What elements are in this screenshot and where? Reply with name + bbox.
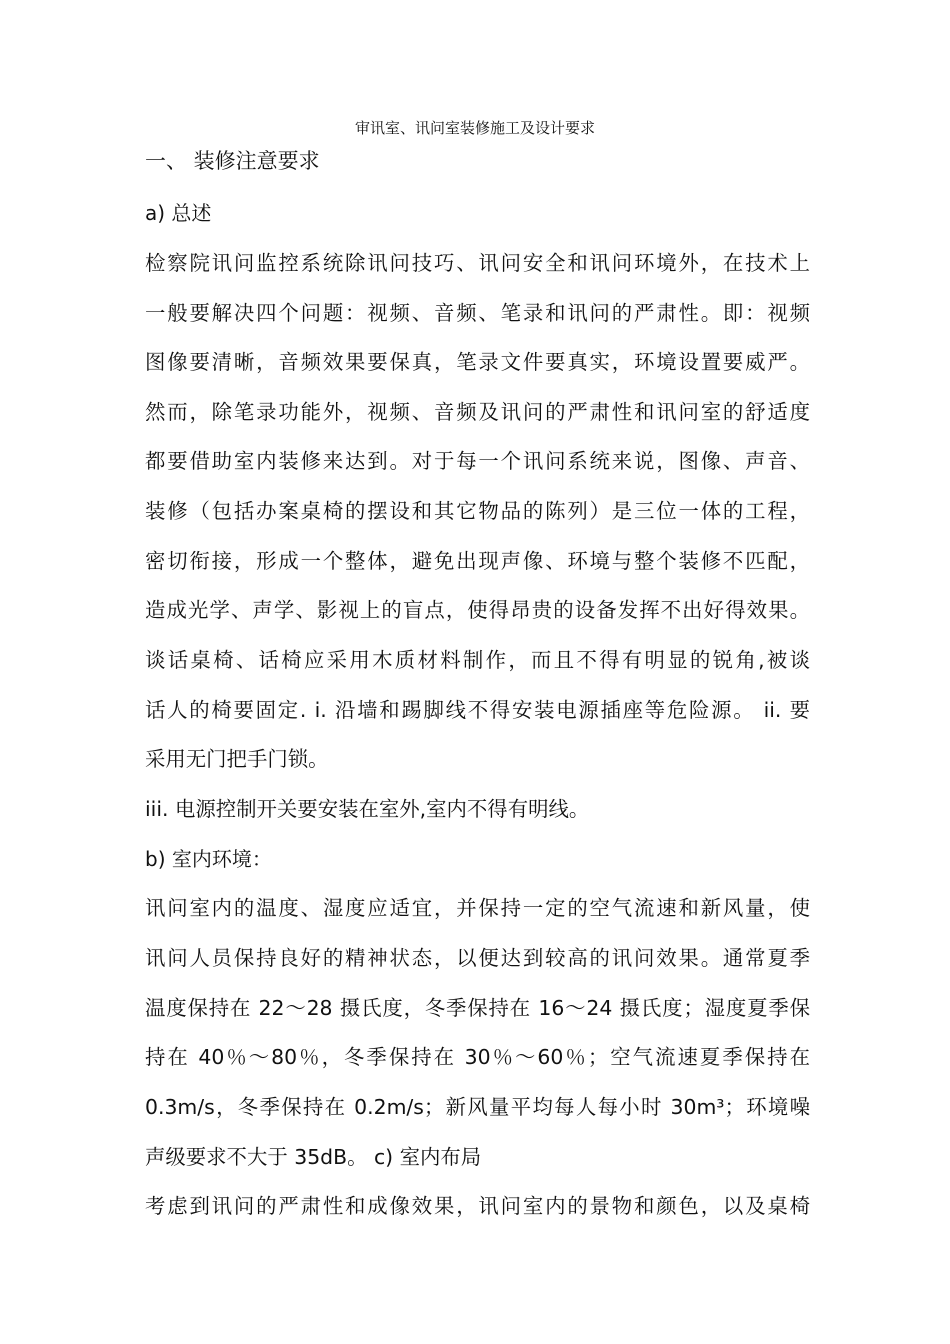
paragraph-line: 考虑到讯问的严肃性和成像效果，讯问室内的景物和颜色，以及桌椅 [145, 1194, 810, 1218]
paragraph-line: 密切衔接，形成一个整体，避免出现声像、环境与整个装修不匹配， [145, 549, 810, 573]
paragraph-line: 都要借助室内装修来达到。对于每一个讯问系统来说，图像、声音、 [145, 449, 810, 473]
paragraph-line: 声级要求不大于 35dB。 c) 室内布局 [145, 1145, 482, 1169]
paragraph-line: 一般要解决四个问题：视频、音频、笔录和讯问的严肃性。即：视频 [145, 301, 810, 325]
paragraph-line: 装修（包括办案桌椅的摆设和其它物品的陈列）是三位一体的工程， [145, 499, 810, 523]
paragraph-line: 持在 40％～80％，冬季保持在 30％～60％；空气流速夏季保持在 [145, 1045, 810, 1069]
paragraph-line: 然而，除笔录功能外，视频、音频及讯问的严肃性和讯问室的舒适度 [145, 400, 810, 424]
paragraph-line: 造成光学、声学、影视上的盲点，使得昂贵的设备发挥不出好得效果。 [145, 598, 810, 622]
paragraph-line: 话人的椅要固定. i. 沿墙和踢脚线不得安装电源插座等危险源。 ii. 要 [145, 698, 810, 722]
paragraph-line: 图像要清晰，音频效果要保真，笔录文件要真实，环境设置要威严。 [145, 350, 810, 374]
subsection-a-heading: a) 总述 [145, 201, 212, 225]
paragraph-line: 检察院讯问监控系统除讯问技巧、讯问安全和讯问环境外，在技术上 [145, 251, 810, 275]
paragraph-line: 采用无门把手门锁。 [145, 747, 329, 771]
paragraph-line: 谈话桌椅、话椅应采用木质材料制作，而且不得有明显的锐角,被谈 [145, 648, 810, 672]
paragraph-line: 讯问人员保持良好的精神状态，以便达到较高的讯问效果。通常夏季 [145, 946, 810, 970]
paragraph-line: 0.3m/s，冬季保持在 0.2m/s；新风量平均每人每小时 30m³；环境噪 [145, 1095, 810, 1119]
subsection-b-heading: b) 室内环境： [145, 847, 272, 871]
section-heading: 一、 装修注意要求 [145, 149, 320, 173]
paragraph-line: 讯问室内的温度、湿度应适宜，并保持一定的空气流速和新风量，使 [145, 896, 810, 920]
item-iii: iii. 电源控制开关要安装在室外,室内不得有明线。 [145, 797, 590, 821]
paragraph-line: 温度保持在 22～28 摄氏度，冬季保持在 16～24 摄氏度；湿度夏季保 [145, 996, 810, 1020]
document-title: 审讯室、讯问室装修施工及设计要求 [354, 119, 595, 137]
